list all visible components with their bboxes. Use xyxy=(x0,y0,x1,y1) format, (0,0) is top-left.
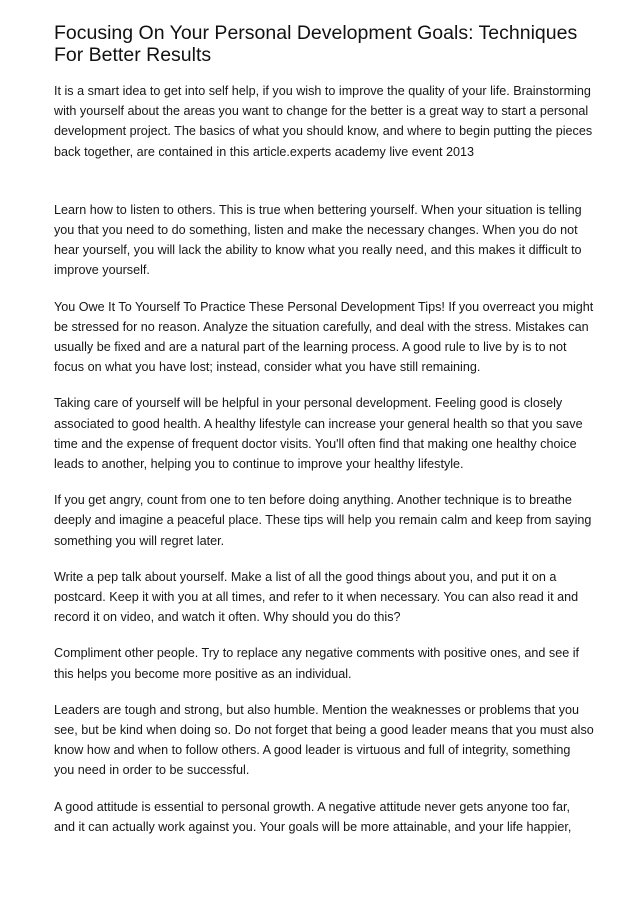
paragraph-compliment: Compliment other people. Try to replace any negative comments with positive ones, and see if this helps you become more positive as an individual. xyxy=(54,646,580,681)
paragraph-pep-talk: Write a pep talk about yourself. Make a list of all the good things about you, and put it on a postcard. Keep it with you at all times, and refer to it when necessary. You can also read it and record it on video, and watch it often. Why should you do this? xyxy=(54,569,579,625)
paragraph-spacer xyxy=(54,684,594,700)
paragraph-spacer xyxy=(54,627,594,643)
paragraph-spacer xyxy=(54,551,594,567)
paragraph-intro: It is a smart idea to get into self help, if you wish to improve the quality of your life. Brainstorming with yourself about the areas you want to change for the better is a great way to start a personal development project. The basics of what you should know, and where to begin putting the pieces back together, are contained in this article.experts academy live event 2013 xyxy=(54,84,593,159)
paragraph-spacer xyxy=(54,474,594,490)
paragraph-anger: If you get angry, count from one to ten before doing anything. Another technique is to breathe deeply and imagine a peaceful place. These tips will help you remain calm and keep from saying something you will regret later. xyxy=(54,493,592,548)
paragraph-overreact: You Owe It To Yourself To Practice These Personal Development Tips! If you overreact you might be stressed for no reason. Analyze the situation carefully, and deal with the stress. Mistakes can usually be fixed and are a natural part of the learning process. A good rule to live by is to not focus on what you have lost; instead, consider what you have still remaining. xyxy=(54,299,594,375)
paragraph-spacer xyxy=(54,162,594,200)
paragraph-spacer xyxy=(54,781,594,797)
document-title: Focusing On Your Personal Development Goals: Techniques For Better Results xyxy=(54,22,578,66)
paragraph-listen: Learn how to listen to others. This is true when bettering yourself. When your situation is telling you that you need to do something, listen and make the necessary changes. When you do not hear yourself, you will lack the ability to know what you really need, and this makes it difficult to improve yourself. xyxy=(54,202,582,278)
paragraph-attitude: A good attitude is essential to personal growth. A negative attitude never gets anyone too far, and it can actually work against you. Your goals will be more attainable, and your life happier, xyxy=(54,799,572,834)
paragraph-spacer xyxy=(54,377,594,393)
paragraph-leaders: Leaders are tough and strong, but also humble. Mention the weaknesses or problems that you see, but be kind when doing so. Do not forget that being a good leader means that you must also know how and when to follow others. A good leader is virtuous and full of integrity, something you need in order to be successful. xyxy=(54,702,594,778)
paragraph-health: Taking care of yourself will be helpful in your personal development. Feeling good is closely associated to good health. A healthy lifestyle can increase your general health so that you save time and the expense of frequent doctor visits. You'll often find that making one healthy choice leads to another, helping you to continue to improve your healthy lifestyle. xyxy=(54,396,583,472)
document-page xyxy=(54,22,594,837)
paragraph-spacer xyxy=(54,281,594,297)
